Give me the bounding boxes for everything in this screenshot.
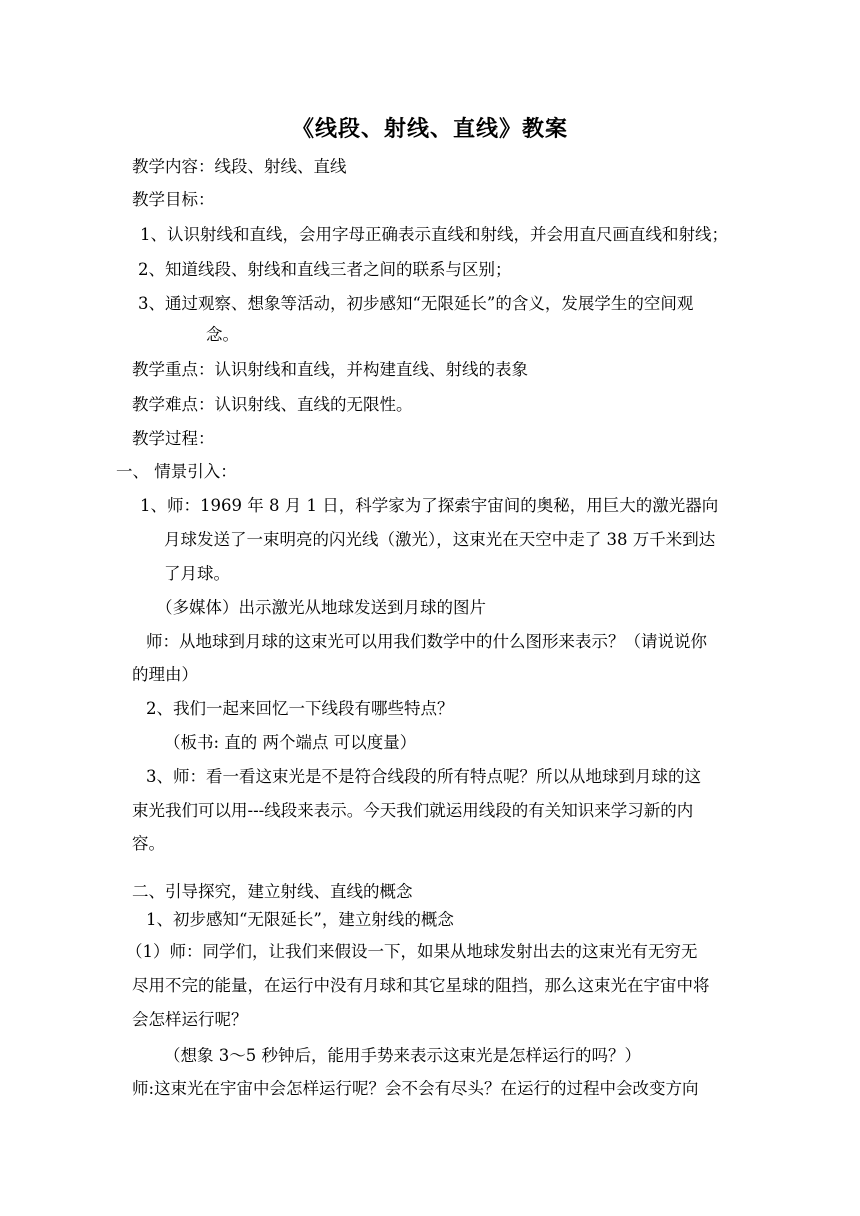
text-line-para-1-cont: 月球发送了一束明亮的闪光线（激光），这束光在天空中走了 38 万千米到达: [164, 530, 716, 549]
text-line-imagine: （想象 3～5 秒钟后，能用手势来表示这束光是怎样运行的吗？）: [164, 1046, 641, 1065]
text-line-multimedia: （多媒体）出示激光从地球发送到月球的图片: [156, 598, 486, 617]
document-title: 《线段、射线、直线》教案: [291, 116, 568, 142]
text-line-para-1-end: 了月球。: [164, 564, 230, 583]
section-heading-1: 一、 情景引入：: [116, 462, 237, 481]
text-line-goal-3-cont: 念。: [206, 325, 239, 344]
text-line-teaching-content: 教学内容：线段、射线、直线: [132, 157, 347, 176]
subsection-heading-1: 1、初步感知“无限延长”，建立射线的概念: [146, 910, 454, 929]
text-line-para-1: 1、师：1969 年 8 月 1 日，科学家为了探索宇宙间的奥秘，用巨大的激光器向: [140, 496, 719, 515]
text-line-para-3: 3、师：看一看这束光是不是符合线段的所有特点呢？所以从地球到月球的这: [146, 767, 701, 786]
text-line-question: 师：从地球到月球的这束光可以用我们数学中的什么图形来表示？（请说说你: [146, 632, 707, 651]
text-line-process: 教学过程：: [132, 429, 215, 448]
text-line-sub-1: （1）师：同学们，让我们来假设一下，如果从地球发射出去的这束光有无穷无: [126, 942, 698, 961]
text-line-sub-1-cont: 尽用不完的能量，在运行中没有月球和其它星球的阻挡，那么这束光在宇宙中将: [132, 976, 710, 995]
text-line-sub-1-end: 会怎样运行呢？: [132, 1010, 248, 1029]
text-line-para-3-end: 容。: [132, 834, 165, 853]
text-line-final: 师:这束光在宇宙中会怎样运行呢？会不会有尽头？在运行的过程中会改变方向: [132, 1079, 699, 1098]
text-line-question-cont: 的理由）: [132, 665, 198, 684]
text-line-para-3-cont: 束光我们可以用---线段来表示。今天我们就运用线段的有关知识来学习新的内: [132, 801, 694, 820]
text-line-key-points: 教学重点：认识射线和直线，并构建直线、射线的表象: [132, 360, 528, 379]
text-line-goal-2: 2、知道线段、射线和直线三者之间的联系与区别；: [138, 260, 512, 279]
text-line-teaching-goals: 教学目标：: [132, 190, 215, 209]
text-line-para-2: 2、我们一起来回忆一下线段有哪些特点？: [146, 699, 454, 718]
text-line-goal-3: 3、通过观察、想象等活动，初步感知“无限延长”的含义，发展学生的空间观: [138, 294, 694, 313]
text-line-board: （板书: 直的 两个端点 可以度量）: [164, 733, 417, 752]
text-line-difficulties: 教学难点：认识射线、直线的无限性。: [132, 395, 413, 414]
section-heading-2: 二、引导探究，建立射线、直线的概念: [132, 882, 413, 901]
text-line-goal-1: 1、认识射线和直线，会用字母正确表示直线和射线，并会用直尺画直线和射线；: [140, 225, 728, 244]
